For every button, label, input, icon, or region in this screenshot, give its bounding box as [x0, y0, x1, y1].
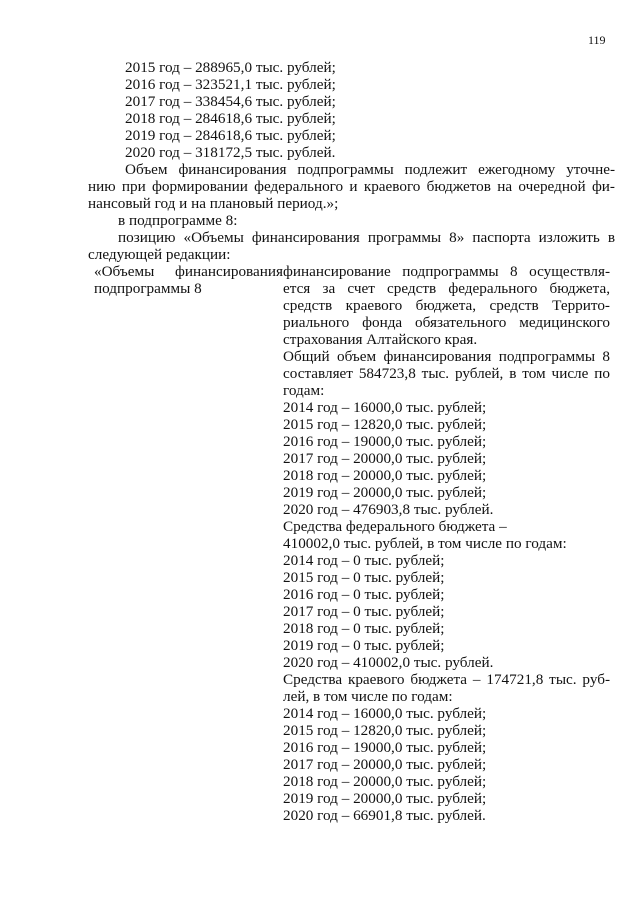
federal-year-line: 2020 год – 410002,0 тыс. рублей. — [283, 654, 494, 671]
description-line: средств краевого бюджета, средств Террито- — [283, 297, 610, 314]
passport-label-line: «Объемы финансирования — [94, 263, 283, 280]
subprogram-heading: в подпрограмме 8: — [118, 212, 238, 229]
regional-year-line: 2016 год – 19000,0 тыс. рублей; — [283, 739, 487, 756]
intro-years-list — [88, 59, 615, 161]
federal-years-list — [283, 552, 610, 671]
page-number: 119 — [588, 33, 606, 47]
total-years-list — [283, 399, 610, 518]
total-line: годам: — [283, 382, 325, 399]
funding-description — [283, 263, 610, 348]
federal-year-line: 2017 год – 0 тыс. рублей; — [283, 603, 445, 620]
intro-year-line: 2018 год – 284618,6 тыс. рублей; — [125, 110, 336, 127]
regional-line: Средства краевого бюджета – 174721,8 тыс. руб- — [283, 671, 610, 688]
total-line: составляет 584723,8 тыс. рублей, в том числе по — [283, 365, 610, 382]
federal-funding — [283, 518, 610, 552]
total-year-line: 2014 год – 16000,0 тыс. рублей; — [283, 399, 487, 416]
total-year-line: 2017 год – 20000,0 тыс. рублей; — [283, 450, 487, 467]
total-line: Общий объем финансирования подпрограммы 8 — [283, 348, 610, 365]
regional-year-line: 2018 год – 20000,0 тыс. рублей; — [283, 773, 487, 790]
description-line: ется за счет средств федерального бюджета, — [283, 280, 610, 297]
total-year-line: 2016 год – 19000,0 тыс. рублей; — [283, 433, 487, 450]
intro-year-line: 2017 год – 338454,6 тыс. рублей; — [125, 93, 336, 110]
regional-year-line: 2019 год – 20000,0 тыс. рублей; — [283, 790, 487, 807]
funding-paragraph — [88, 161, 615, 212]
federal-year-line: 2019 год – 0 тыс. рублей; — [283, 637, 445, 654]
federal-year-line: 2015 год – 0 тыс. рублей; — [283, 569, 445, 586]
intro-year-line: 2016 год – 323521,1 тыс. рублей; — [125, 76, 336, 93]
document-body — [88, 59, 615, 824]
federal-year-line: 2016 год – 0 тыс. рублей; — [283, 586, 445, 603]
instruction-line: следующей редакции: — [88, 246, 231, 263]
description-line: финансирование подпрограммы 8 осуществля- — [283, 263, 610, 280]
paragraph-line: Объем финансирования подпрограммы подлежит ежегодному уточне- — [125, 161, 615, 178]
regional-year-line: 2015 год – 12820,0 тыс. рублей; — [283, 722, 487, 739]
regional-line: лей, в том числе по годам: — [283, 688, 453, 705]
description-line: страхования Алтайского края. — [283, 331, 478, 348]
passport-label-line: подпрограммы 8 — [94, 280, 202, 297]
regional-year-line: 2014 год – 16000,0 тыс. рублей; — [283, 705, 487, 722]
regional-funding — [283, 671, 610, 705]
passport-value-cell — [283, 263, 610, 824]
federal-line: 410002,0 тыс. рублей, в том числе по годам: — [283, 535, 567, 552]
total-year-line: 2019 год – 20000,0 тыс. рублей; — [283, 484, 487, 501]
position-instruction — [88, 229, 615, 263]
federal-year-line: 2014 год – 0 тыс. рублей; — [283, 552, 445, 569]
passport-table — [88, 263, 615, 824]
description-line: риального фонда обязательного медицинского — [283, 314, 610, 331]
total-year-line: 2018 год – 20000,0 тыс. рублей; — [283, 467, 487, 484]
regional-year-line: 2017 год – 20000,0 тыс. рублей; — [283, 756, 487, 773]
total-funding — [283, 348, 610, 399]
federal-line: Средства федерального бюджета – — [283, 518, 507, 535]
passport-label-cell — [88, 263, 283, 824]
regional-years-list — [283, 705, 610, 824]
instruction-line: позицию «Объемы финансирования программы 8» паспорта изложить в — [118, 229, 615, 246]
intro-year-line: 2020 год – 318172,5 тыс. рублей. — [125, 144, 336, 161]
total-year-line: 2020 год – 476903,8 тыс. рублей. — [283, 501, 494, 518]
paragraph-line: нансовый год и на плановый период.»; — [88, 195, 339, 212]
intro-year-line: 2015 год – 288965,0 тыс. рублей; — [125, 59, 336, 76]
total-year-line: 2015 год – 12820,0 тыс. рублей; — [283, 416, 487, 433]
intro-year-line: 2019 год – 284618,6 тыс. рублей; — [125, 127, 336, 144]
regional-year-line: 2020 год – 66901,8 тыс. рублей. — [283, 807, 486, 824]
paragraph-line: нию при формировании федерального и краевого бюджетов на очередной фи- — [88, 178, 615, 195]
federal-year-line: 2018 год – 0 тыс. рублей; — [283, 620, 445, 637]
